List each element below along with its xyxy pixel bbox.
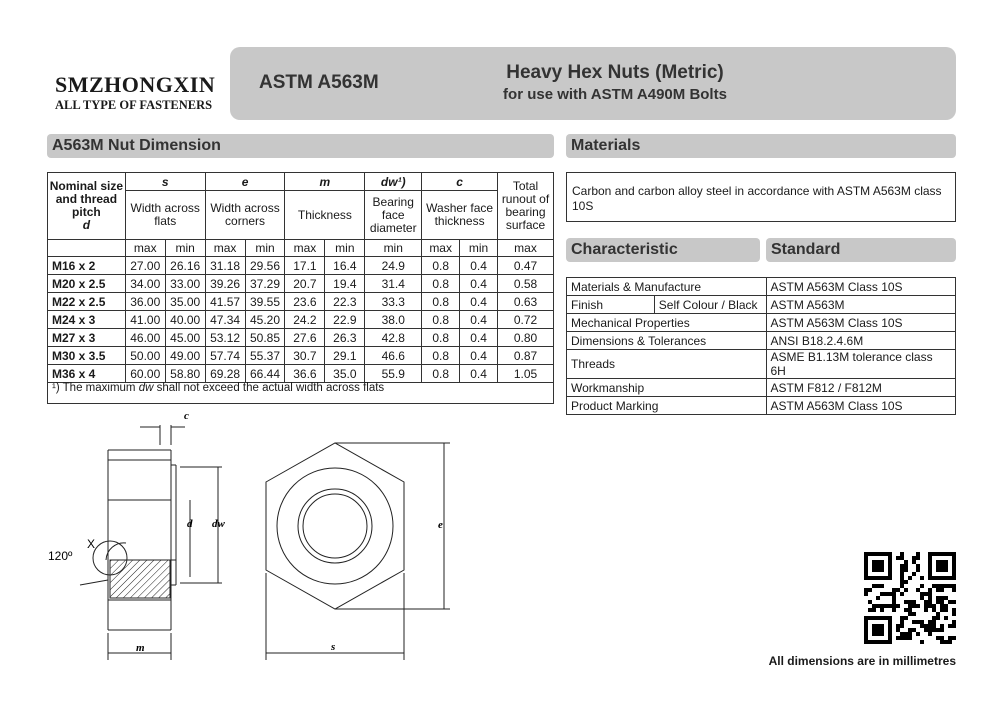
company-logo	[55, 73, 225, 113]
runout-cell: 0.80	[498, 329, 554, 347]
materials-box	[566, 172, 956, 222]
e-dimension-label: e	[438, 519, 443, 531]
dw-symbol: dw¹)	[365, 173, 422, 191]
materials-text: Carbon and carbon alloy steel in accordance with ASTM A563M class 10S	[572, 184, 942, 213]
limits-blank	[48, 240, 126, 257]
runout-header: Total runout of bearing surface	[498, 173, 554, 240]
m-max-cell: 27.6	[285, 329, 325, 347]
dw-min-cell: 42.8	[365, 329, 422, 347]
characteristic-label: Workmanship	[567, 379, 767, 397]
c-dimension-label: c	[184, 410, 189, 422]
m-max-cell: 17.1	[285, 257, 325, 275]
size-cell: M24 x 3	[48, 311, 126, 329]
c-min-cell: 0.4	[460, 347, 498, 365]
nut-top-view	[266, 443, 450, 660]
c-max-cell: 0.8	[422, 311, 460, 329]
e-min-cell: 66.44	[245, 365, 285, 383]
m-max-cell: 24.2	[285, 311, 325, 329]
size-cell: M22 x 2.5	[48, 293, 126, 311]
characteristic-label: Threads	[567, 350, 767, 379]
e-min-cell: 50.85	[245, 329, 285, 347]
size-cell: M20 x 2.5	[48, 275, 126, 293]
m-symbol: m	[285, 173, 365, 191]
standard-section-title: Standard	[766, 238, 956, 262]
runout-cell: 0.47	[498, 257, 554, 275]
characteristic-label: Materials & Manufacture	[567, 278, 767, 296]
nominal-symbol: d	[82, 218, 91, 232]
characteristic-table	[566, 277, 956, 415]
standard-value: ASTM F812 / F812M	[766, 379, 956, 397]
limit-min: min	[165, 240, 205, 257]
runout-cell: 0.58	[498, 275, 554, 293]
standard-code: ASTM A563M	[259, 72, 379, 93]
e-max-cell: 69.28	[205, 365, 245, 383]
m-min-cell: 22.3	[325, 293, 365, 311]
e-min-cell: 37.29	[245, 275, 285, 293]
e-symbol: e	[205, 173, 285, 191]
company-name: SMZHONGXIN	[55, 72, 216, 97]
c-min-cell: 0.4	[460, 293, 498, 311]
limit-min: min	[245, 240, 285, 257]
table-row	[567, 278, 956, 296]
s-min-cell: 35.00	[165, 293, 205, 311]
c-max-cell: 0.8	[422, 329, 460, 347]
s-header: Width across flats	[125, 191, 205, 240]
table-row	[48, 347, 554, 365]
angle-label: 120º	[48, 549, 73, 563]
dimension-table	[47, 172, 554, 383]
s-dimension-label: s	[331, 641, 336, 653]
nominal-header-label: Nominal size and thread pitch	[49, 179, 124, 219]
m-max-cell: 23.6	[285, 293, 325, 311]
m-min-cell: 19.4	[325, 275, 365, 293]
table-row	[567, 296, 956, 314]
table-row	[48, 329, 554, 347]
e-max-cell: 39.26	[205, 275, 245, 293]
c-symbol: c	[422, 173, 498, 191]
dimension-footnote	[47, 380, 554, 404]
c-max-cell: 0.8	[422, 257, 460, 275]
e-max-cell: 31.18	[205, 257, 245, 275]
s-max-cell: 50.00	[125, 347, 165, 365]
c-min-cell: 0.4	[460, 365, 498, 383]
size-cell: M30 x 3.5	[48, 347, 126, 365]
s-symbol: s	[125, 173, 205, 191]
e-min-cell: 39.55	[245, 293, 285, 311]
s-min-cell: 26.16	[165, 257, 205, 275]
m-min-cell: 16.4	[325, 257, 365, 275]
m-max-cell: 36.6	[285, 365, 325, 383]
e-max-cell: 47.34	[205, 311, 245, 329]
c-max-cell: 0.8	[422, 293, 460, 311]
dw-header: Bearing face diameter	[365, 191, 422, 240]
c-min-cell: 0.4	[460, 257, 498, 275]
s-max-cell: 27.00	[125, 257, 165, 275]
materials-section-title: Materials	[566, 134, 956, 158]
table-row	[567, 379, 956, 397]
c-min-cell: 0.4	[460, 329, 498, 347]
dw-min-cell: 31.4	[365, 275, 422, 293]
table-row	[48, 257, 554, 275]
e-header: Width across corners	[205, 191, 285, 240]
limit-min: min	[325, 240, 365, 257]
standard-value: ANSI B18.2.4.6M	[766, 332, 956, 350]
e-min-cell: 45.20	[245, 311, 285, 329]
standard-value: ASTM A563M	[766, 296, 956, 314]
characteristic-label: Finish	[567, 296, 655, 314]
s-max-cell: 34.00	[125, 275, 165, 293]
table-row	[567, 397, 956, 415]
footnote-symbol: dw	[138, 382, 154, 394]
d-dimension-label: d	[187, 518, 193, 530]
characteristic-label: Product Marking	[567, 397, 767, 415]
units-note: All dimensions are in millimetres	[768, 654, 956, 668]
runout-cell: 1.05	[498, 365, 554, 383]
company-tagline: ALL TYPE OF FASTENERS	[55, 98, 213, 112]
table-row	[48, 275, 554, 293]
runout-cell: 0.72	[498, 311, 554, 329]
limit-min: min	[460, 240, 498, 257]
runout-cell: 0.63	[498, 293, 554, 311]
characteristic-label: Mechanical Properties	[567, 314, 767, 332]
dw-dimension-label: dw	[212, 518, 225, 530]
c-max-cell: 0.8	[422, 275, 460, 293]
s-min-cell: 40.00	[165, 311, 205, 329]
e-min-cell: 29.56	[245, 257, 285, 275]
m-min-cell: 35.0	[325, 365, 365, 383]
standard-value: ASTM A563M Class 10S	[766, 397, 956, 415]
characteristic-sublabel: Self Colour / Black	[654, 296, 766, 314]
m-max-cell: 30.7	[285, 347, 325, 365]
page-title: Heavy Hex Nuts (Metric)	[506, 62, 724, 83]
runout-cell: 0.87	[498, 347, 554, 365]
standard-value: ASTM A563M Class 10S	[766, 314, 956, 332]
size-cell: M16 x 2	[48, 257, 126, 275]
e-max-cell: 57.74	[205, 347, 245, 365]
m-header: Thickness	[285, 191, 365, 240]
dw-min-cell: 24.9	[365, 257, 422, 275]
m-min-cell: 22.9	[325, 311, 365, 329]
dimension-section-title: A563M Nut Dimension	[47, 134, 554, 158]
footnote-text: shall not exceed the actual width across flats	[153, 382, 385, 394]
limit-max: max	[125, 240, 165, 257]
dw-min-cell: 33.3	[365, 293, 422, 311]
footnote-text: ¹) The maximum	[52, 382, 139, 394]
s-max-cell: 46.00	[125, 329, 165, 347]
s-max-cell: 36.00	[125, 293, 165, 311]
limit-max: max	[205, 240, 245, 257]
characteristic-label: Dimensions & Tolerances	[567, 332, 767, 350]
nominal-header	[48, 173, 126, 240]
c-max-cell: 0.8	[422, 365, 460, 383]
m-dimension-label: m	[136, 642, 145, 654]
c-min-cell: 0.4	[460, 275, 498, 293]
size-cell: M27 x 3	[48, 329, 126, 347]
dw-min-cell: 55.9	[365, 365, 422, 383]
dw-min-cell: 46.6	[365, 347, 422, 365]
limit-max: max	[285, 240, 325, 257]
table-row	[48, 293, 554, 311]
e-max-cell: 53.12	[205, 329, 245, 347]
c-max-cell: 0.8	[422, 347, 460, 365]
m-max-cell: 20.7	[285, 275, 325, 293]
s-min-cell: 33.00	[165, 275, 205, 293]
table-row	[567, 350, 956, 379]
s-max-cell: 41.00	[125, 311, 165, 329]
c-min-cell: 0.4	[460, 311, 498, 329]
s-min-cell: 45.00	[165, 329, 205, 347]
e-min-cell: 55.37	[245, 347, 285, 365]
page-subtitle: for use with ASTM A490M Bolts	[503, 86, 727, 103]
size-cell: M36 x 4	[48, 365, 126, 383]
table-row	[48, 311, 554, 329]
dw-min-cell: 38.0	[365, 311, 422, 329]
standard-value: ASME B1.13M tolerance class 6H	[766, 350, 956, 379]
nut-drawing	[40, 405, 480, 670]
c-header: Washer face thickness	[422, 191, 498, 240]
table-row	[567, 314, 956, 332]
m-min-cell: 29.1	[325, 347, 365, 365]
characteristic-section-title: Characteristic	[566, 238, 760, 262]
nut-side-view	[80, 425, 222, 660]
table-row	[567, 332, 956, 350]
s-max-cell: 60.00	[125, 365, 165, 383]
m-min-cell: 26.3	[325, 329, 365, 347]
x-detail-label: X	[87, 537, 96, 551]
limit-max: max	[498, 240, 554, 257]
limit-min: min	[365, 240, 422, 257]
s-min-cell: 49.00	[165, 347, 205, 365]
e-max-cell: 41.57	[205, 293, 245, 311]
s-min-cell: 58.80	[165, 365, 205, 383]
standard-value: ASTM A563M Class 10S	[766, 278, 956, 296]
qr-code	[864, 552, 956, 644]
limit-max: max	[422, 240, 460, 257]
